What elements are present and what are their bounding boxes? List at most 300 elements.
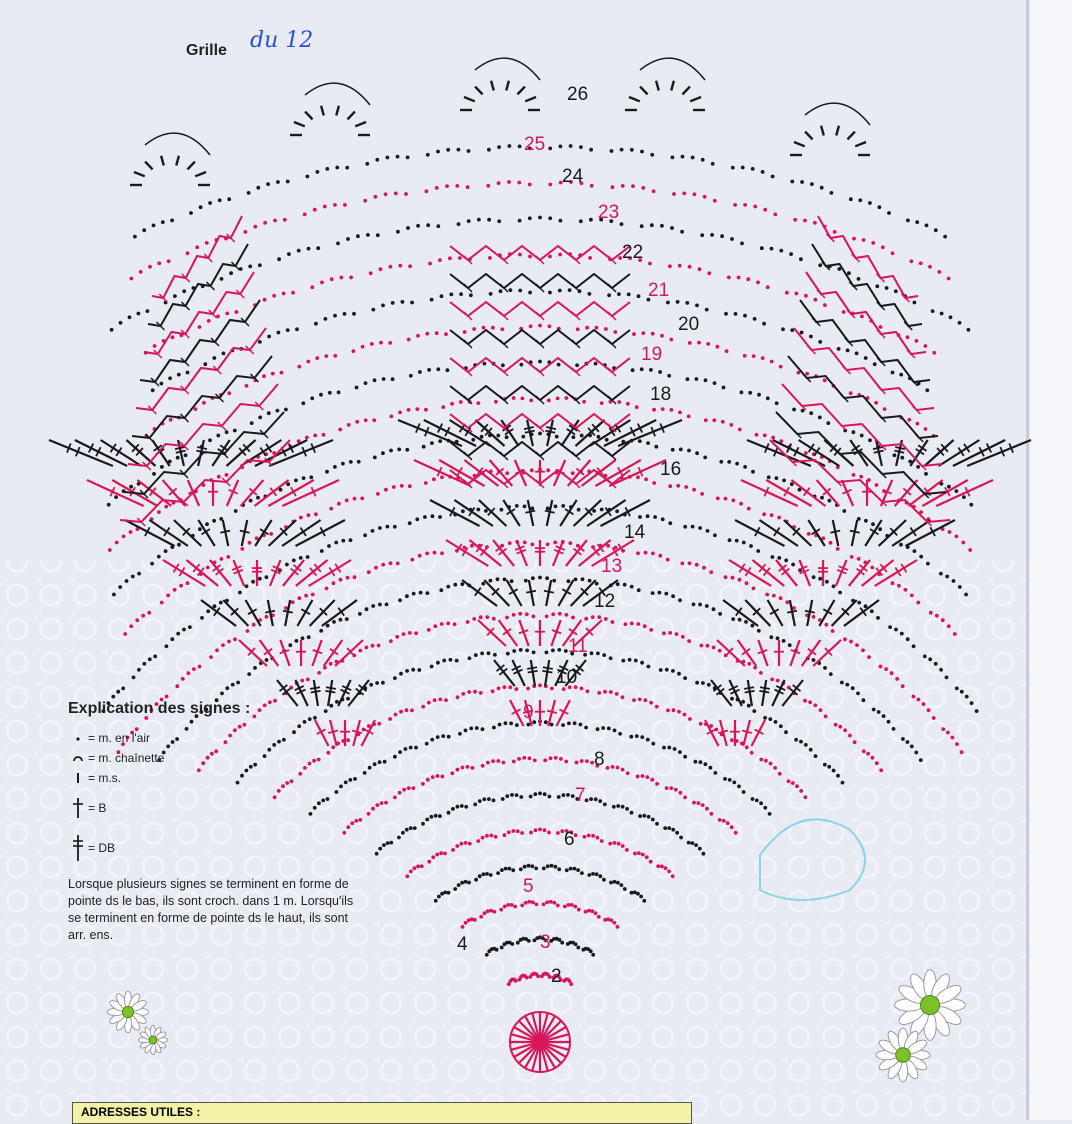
chain-dot — [617, 292, 621, 296]
chain-dot — [285, 563, 289, 567]
chain-dot — [461, 509, 465, 513]
stitch-bar — [176, 451, 186, 453]
chain-dot — [849, 391, 853, 395]
chain-dot — [530, 468, 534, 472]
chain-dot — [444, 698, 448, 702]
chain-dot — [189, 211, 193, 215]
chain-dot — [375, 681, 379, 685]
chain-dot — [855, 643, 859, 647]
edge-stitch — [640, 87, 647, 95]
chain-dot — [858, 198, 862, 202]
stitch-bar — [503, 629, 511, 635]
chain-dot — [879, 665, 883, 669]
edge-stitch — [195, 172, 206, 176]
chain-dot — [665, 786, 669, 790]
chain-dot — [630, 811, 634, 815]
chain-dot — [396, 562, 400, 566]
chain-dot — [310, 285, 314, 289]
chain-dot — [186, 371, 190, 375]
chain-dot — [915, 339, 919, 343]
chain-dot — [440, 622, 444, 626]
chain-dot — [517, 757, 521, 761]
chain-dot — [325, 167, 329, 171]
chain-dot — [924, 344, 928, 348]
chain-dot — [779, 596, 783, 600]
chain-dot — [410, 301, 414, 305]
chain-dot — [434, 814, 438, 818]
chain-dot — [225, 473, 229, 477]
stitch-post — [529, 580, 534, 606]
chain-dot — [545, 651, 549, 655]
chain-dot — [924, 427, 928, 431]
chain-dot — [901, 684, 905, 688]
chain-dot — [453, 583, 457, 587]
chain-dot — [870, 566, 874, 570]
chain-dot — [287, 252, 291, 256]
chain-dot — [152, 224, 156, 228]
chain-dot — [557, 795, 561, 799]
chain-dot — [730, 825, 734, 829]
chain-dot — [303, 213, 307, 217]
chain-dot — [461, 692, 465, 696]
chain-dot — [313, 434, 317, 438]
round-label-14: 14 — [624, 522, 646, 543]
chain-dot — [444, 332, 448, 336]
edge-stitch — [525, 97, 536, 101]
chain-dot — [620, 148, 624, 152]
chain-dot — [577, 908, 581, 912]
chain-dot — [546, 864, 550, 868]
chain-dot — [579, 145, 583, 149]
chain-dot — [770, 360, 774, 364]
chain-dot — [316, 246, 320, 250]
chain-dot — [376, 492, 380, 496]
chain-dot — [388, 717, 392, 721]
chain-dot — [642, 899, 646, 903]
chain-dot — [546, 507, 550, 511]
chain-dot — [488, 256, 492, 260]
chain-dot — [555, 435, 559, 439]
chain-dot — [315, 356, 319, 360]
chain-dot — [412, 786, 416, 790]
chain-dot — [663, 826, 667, 830]
chain-dot — [960, 750, 964, 754]
chain-dot — [776, 636, 780, 640]
chain-dot — [416, 865, 420, 869]
chain-dot — [681, 635, 685, 639]
chain-dot — [934, 662, 938, 666]
chain-dot — [804, 743, 808, 747]
direction-arrow-icon — [145, 133, 210, 155]
chain-dot — [548, 183, 552, 187]
edge-stitch — [805, 132, 812, 140]
chain-dot — [269, 532, 273, 536]
chain-dot — [518, 145, 522, 149]
chain-dot — [857, 557, 861, 561]
chain-dot — [757, 393, 761, 397]
chain-dot — [651, 818, 655, 822]
chain-dot — [413, 826, 417, 830]
chain-dot — [661, 407, 665, 411]
stitch-post — [462, 580, 497, 606]
chain-dot — [637, 588, 641, 592]
chain-dot — [960, 690, 964, 694]
chain-dot — [712, 418, 716, 422]
chain-dot — [297, 249, 301, 253]
chain-dot — [215, 648, 219, 652]
chain-dot — [906, 637, 910, 641]
chain-dot — [148, 265, 152, 269]
chain-dot — [676, 300, 680, 304]
chain-dot — [596, 727, 600, 731]
chain-dot — [367, 570, 371, 574]
chain-dot — [371, 529, 375, 533]
chain-dot — [891, 581, 895, 585]
chain-dot — [305, 436, 309, 440]
chain-dot — [551, 612, 555, 616]
chain-dot — [823, 666, 827, 670]
chain-dot — [564, 760, 568, 764]
chain-dot — [440, 475, 444, 479]
addresses-box: ADRESSES UTILES : — [72, 1102, 692, 1124]
chain-dot — [688, 265, 692, 269]
chain-dot — [671, 874, 675, 878]
chain-dot — [557, 648, 561, 652]
center-dot — [537, 1039, 543, 1045]
chain-dot — [479, 915, 483, 919]
chain-dot — [548, 255, 552, 259]
chain-dot — [727, 276, 731, 280]
chain-dot — [375, 803, 379, 807]
chain-dot — [790, 482, 794, 486]
chain-dot — [660, 865, 664, 869]
chain-dot — [633, 852, 637, 856]
chain-dot — [857, 601, 861, 605]
chain-dot — [205, 241, 209, 245]
chain-dot — [616, 881, 620, 885]
chain-dot — [428, 262, 432, 266]
chain-dot — [518, 289, 522, 293]
chain-dot — [913, 301, 917, 305]
chain-dot — [812, 615, 816, 619]
chain-dot — [707, 271, 711, 275]
chain-dot — [472, 327, 476, 331]
chain-dot — [411, 668, 415, 672]
chain-dot — [507, 180, 511, 184]
chain-dot — [323, 666, 327, 670]
chain-dot — [587, 834, 591, 838]
chain-dot — [713, 199, 717, 203]
chain-dot — [636, 551, 640, 555]
edge-stitch — [294, 122, 305, 126]
chain-dot — [408, 631, 412, 635]
chain-dot — [222, 352, 226, 356]
chain-dot — [219, 601, 223, 605]
chain-dot — [526, 687, 530, 691]
chain-dot — [209, 655, 213, 659]
chain-dot — [449, 293, 453, 297]
chain-dot — [884, 667, 888, 671]
chain-dot — [747, 507, 751, 511]
chain-dot — [371, 807, 375, 811]
chain-dot — [450, 402, 454, 406]
chain-dot — [464, 729, 468, 733]
chain-dot — [826, 421, 830, 425]
chain-dot — [402, 788, 406, 792]
chain-dot — [206, 566, 210, 570]
chain-dot — [378, 526, 382, 530]
chain-dot — [373, 456, 377, 460]
chain-dot — [438, 258, 442, 262]
chain-dot — [645, 855, 649, 859]
chain-dot — [456, 805, 460, 809]
chain-dot — [435, 186, 439, 190]
chain-dot — [427, 628, 431, 632]
chain-dot — [872, 708, 876, 712]
chain-dot — [595, 326, 599, 330]
chain-dot — [512, 613, 516, 617]
chain-dot — [464, 841, 468, 845]
chain-dot — [474, 653, 478, 657]
chain-dot — [430, 738, 434, 742]
chain-dot — [574, 942, 578, 946]
chain-dot — [947, 277, 951, 281]
zigzag-row — [450, 330, 630, 344]
chain-dot — [170, 637, 174, 641]
chain-dot — [916, 422, 920, 426]
chain-dot — [212, 356, 216, 360]
chain-dot — [435, 853, 439, 857]
chain-dot — [365, 607, 369, 611]
chain-dot — [640, 224, 644, 228]
chain-dot — [240, 547, 244, 551]
chain-dot — [897, 584, 901, 588]
chain-dot — [225, 430, 229, 434]
chain-dot — [192, 667, 196, 671]
chain-dot — [208, 201, 212, 205]
chain-dot — [860, 315, 864, 319]
chain-dot — [559, 145, 563, 149]
stitch-post — [925, 440, 954, 466]
chain-dot — [906, 740, 910, 744]
chain-dot — [577, 508, 581, 512]
chain-dot — [485, 953, 489, 957]
edge-stitch — [321, 106, 324, 116]
chain-dot — [795, 784, 799, 788]
stitch-bar — [326, 687, 336, 689]
chain-dot — [801, 409, 805, 413]
chain-dot — [738, 618, 742, 622]
chain-dot — [496, 434, 500, 438]
chain-dot — [906, 335, 910, 339]
edge-stitch — [305, 112, 312, 120]
chain-dot — [503, 905, 507, 909]
chain-dot — [675, 632, 679, 636]
chain-dot — [250, 421, 254, 425]
chain-dot — [853, 740, 857, 744]
stitch-post — [223, 600, 248, 626]
chain-dot — [464, 805, 468, 809]
chain-dot — [394, 192, 398, 196]
chain-dot — [735, 462, 739, 466]
chain-dot — [623, 583, 627, 587]
chain-dot — [338, 428, 342, 432]
zigzag-row — [450, 386, 630, 400]
chain-dot — [773, 213, 777, 217]
chain-dot — [725, 349, 729, 353]
chain-dot — [611, 765, 615, 769]
chain-dot — [561, 504, 565, 508]
chain-dot — [650, 223, 654, 227]
chain-dot — [251, 580, 255, 584]
chain-dot — [768, 717, 772, 721]
edge-stitch — [187, 162, 194, 170]
chain-dot — [438, 515, 442, 519]
edge-stitch — [629, 97, 640, 101]
chain-dot — [529, 399, 533, 403]
edge-stitch — [355, 122, 366, 126]
chain-dot — [636, 775, 640, 779]
stitch-post — [174, 520, 202, 546]
chain-dot — [701, 158, 705, 162]
chain-dot — [530, 864, 534, 868]
chain-dot — [405, 828, 409, 832]
chain-dot — [147, 611, 151, 615]
chain-dot — [546, 543, 550, 547]
chain-dot — [756, 549, 760, 553]
chain-dot — [695, 681, 699, 685]
chain-dot — [700, 644, 704, 648]
chain-dot — [840, 681, 844, 685]
chain-dot — [165, 644, 169, 648]
diagram-title: Grille — [186, 42, 227, 59]
chain-dot — [934, 228, 938, 232]
chain-dot — [862, 698, 866, 702]
round-label-3: 3 — [540, 932, 551, 953]
chain-dot — [658, 370, 662, 374]
chain-dot — [112, 593, 116, 597]
chain-dot — [392, 485, 396, 489]
chain-dot — [545, 615, 549, 619]
chain-dot — [543, 828, 547, 832]
chain-dot — [493, 910, 497, 914]
chain-dot — [670, 226, 674, 230]
stitch-bar — [787, 611, 797, 613]
chain-dot — [507, 830, 511, 834]
chain-dot — [730, 738, 734, 742]
chain-dot — [545, 900, 549, 904]
chain-dot — [527, 900, 531, 904]
chain-dot — [160, 465, 164, 469]
chain-dot — [927, 708, 931, 712]
chain-dot — [703, 456, 707, 460]
chain-dot — [398, 264, 402, 268]
chain-dot — [906, 219, 910, 223]
chain-dot — [745, 745, 749, 749]
chain-dot — [473, 803, 477, 807]
chain-dot — [658, 591, 662, 595]
edge-stitch — [491, 81, 494, 91]
chain-dot — [753, 666, 757, 670]
chain-dot — [919, 758, 923, 762]
chain-dot — [615, 692, 619, 696]
chain-dot — [742, 541, 746, 545]
chain-dot — [409, 870, 413, 874]
chain-dot — [436, 774, 440, 778]
chain-dot — [336, 242, 340, 246]
chain-dot — [842, 509, 846, 513]
chain-dot — [958, 321, 962, 325]
chain-dot — [227, 197, 231, 201]
chain-dot — [398, 750, 402, 754]
stitch-post — [711, 680, 732, 706]
chain-dot — [489, 873, 493, 877]
chain-dot — [650, 153, 654, 157]
chain-dot — [595, 582, 599, 586]
chain-dot — [794, 738, 798, 742]
chain-dot — [910, 745, 914, 749]
chain-dot — [534, 828, 538, 832]
chain-dot — [629, 735, 633, 739]
chain-dot — [640, 367, 644, 371]
chain-dot — [433, 624, 437, 628]
chain-dot — [538, 792, 542, 796]
chain-dot — [571, 616, 575, 620]
chain-dot — [875, 483, 879, 487]
chain-dot — [525, 976, 529, 980]
chain-dot — [688, 561, 692, 565]
chain-dot — [730, 237, 734, 241]
chain-dot — [589, 148, 593, 152]
chain-dot — [664, 592, 668, 596]
chain-dot — [740, 242, 744, 246]
legend-text: = m.s. — [88, 771, 122, 785]
chain-dot — [568, 541, 572, 545]
chain-dot — [265, 615, 269, 619]
stitch-post — [819, 600, 834, 626]
chain-dot — [606, 766, 610, 770]
chain-dot — [890, 671, 894, 675]
chain-dot — [358, 649, 362, 653]
chain-dot — [410, 709, 414, 713]
chain-dot — [626, 771, 630, 775]
chain-dot — [946, 731, 950, 735]
chain-dot — [461, 766, 465, 770]
chain-dot — [360, 497, 364, 501]
chain-dot — [199, 205, 203, 209]
chain-dot — [651, 591, 655, 595]
chain-dot — [709, 570, 713, 574]
chain-dot — [695, 451, 699, 455]
chain-dot — [482, 326, 486, 330]
chain-dot — [445, 184, 449, 188]
legend-heading: Explication des signes : — [68, 700, 251, 717]
chain-dot — [412, 592, 416, 596]
chain-dot — [968, 548, 972, 552]
stitch-post — [297, 600, 312, 626]
chain-dot — [519, 795, 523, 799]
chain-dot — [487, 797, 491, 801]
chain-dot — [771, 436, 775, 440]
chain-dot — [202, 401, 206, 405]
chain-dot — [194, 407, 198, 411]
chain-dot — [702, 566, 706, 570]
chain-dot — [307, 635, 311, 639]
chain-dot — [276, 180, 280, 184]
chain-dot — [523, 505, 527, 509]
chain-dot — [398, 598, 402, 602]
chain-dot — [326, 624, 330, 628]
